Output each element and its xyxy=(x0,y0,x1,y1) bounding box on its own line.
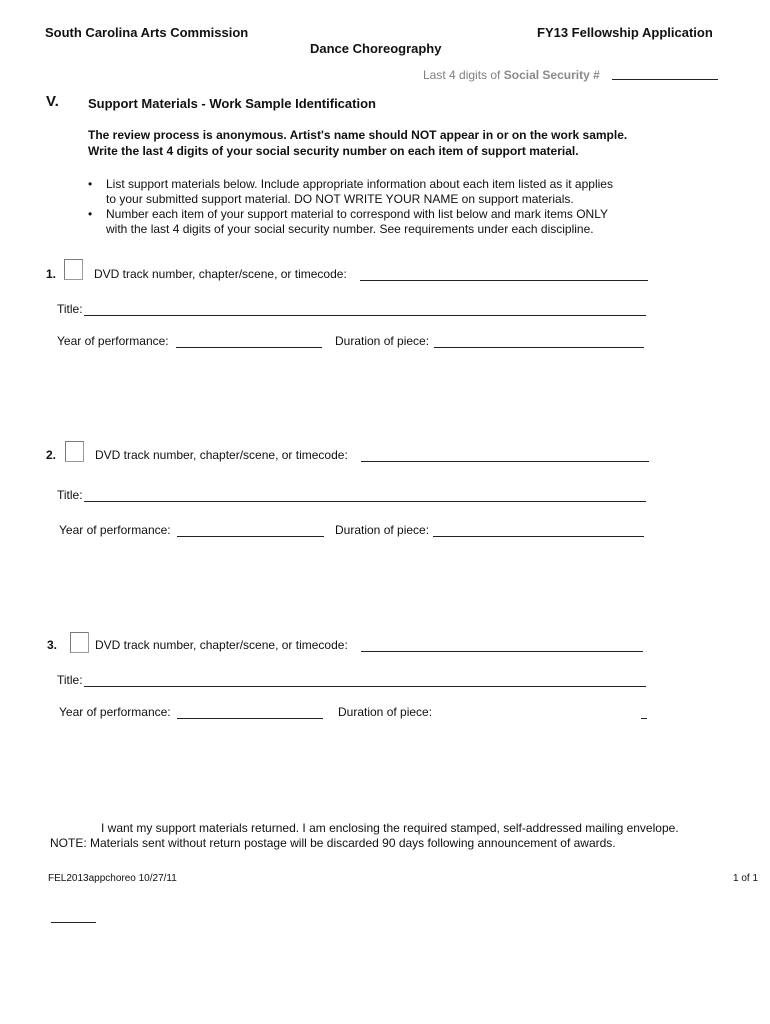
item-2-checkbox[interactable] xyxy=(65,441,84,462)
footer-rule xyxy=(51,922,96,923)
item-3-checkbox[interactable] xyxy=(70,632,89,653)
item-1-dvd-label: DVD track number, chapter/scene, or timecode: xyxy=(94,267,347,281)
instruction-line: to your submitted support material. DO NOT WRITE YOUR NAME on support materials. xyxy=(106,192,574,206)
anonymity-notice-line2: Write the last 4 digits of your social security number on each item of support material. xyxy=(88,144,579,158)
section-number: V. xyxy=(46,93,59,110)
bullet-icon: • xyxy=(88,207,93,221)
item-1-checkbox[interactable] xyxy=(64,259,83,280)
item-2-year-field[interactable] xyxy=(177,536,324,537)
item-3-year-label: Year of performance: xyxy=(59,705,171,719)
item-2-year-label: Year of performance: xyxy=(59,523,171,537)
item-1-year-field[interactable] xyxy=(176,347,322,348)
item-3-dvd-label: DVD track number, chapter/scene, or timecode: xyxy=(95,638,348,652)
item-2-duration-field[interactable] xyxy=(433,536,644,537)
instruction-line: List support materials below. Include appropriate information about each item listed as it applies xyxy=(106,177,613,191)
page-number: 1 of 1 xyxy=(733,873,759,884)
instruction-item xyxy=(88,207,613,237)
item-2-dvd-field[interactable] xyxy=(361,461,649,462)
anonymity-notice-line1: The review process is anonymous. Artist's name should NOT appear in or on the work sample. xyxy=(88,128,628,142)
instruction-line: with the last 4 digits of your social security number. See requirements under each discipline. xyxy=(106,222,594,236)
item-2-number: 2. xyxy=(46,448,57,462)
item-3-title-label: Title: xyxy=(57,673,83,687)
organization-name: South Carolina Arts Commission xyxy=(45,25,249,40)
item-2-title-field[interactable] xyxy=(84,501,646,502)
item-2-title-label: Title: xyxy=(57,488,83,502)
ssn-field-label xyxy=(423,68,600,82)
return-postage-note: NOTE: Materials sent without return postage will be discarded 90 days following announcement of awards. xyxy=(50,836,616,850)
item-3-number: 3. xyxy=(47,638,58,652)
item-1-number: 1. xyxy=(46,267,57,281)
item-2-dvd-label: DVD track number, chapter/scene, or timecode: xyxy=(95,448,348,462)
ssn-field[interactable] xyxy=(612,79,718,80)
discipline-title: Dance Choreography xyxy=(310,41,442,56)
ssn-label: Social Security # xyxy=(503,68,600,82)
item-2-duration-label: Duration of piece: xyxy=(335,523,430,537)
item-1-duration-field[interactable] xyxy=(434,347,644,348)
instruction-line: Number each item of your support material to correspond with list below and mark items ONLY xyxy=(106,207,608,221)
ssn-prefix: Last 4 digits of xyxy=(423,68,501,82)
section-title: Support Materials - Work Sample Identification xyxy=(88,96,376,111)
form-identifier: FEL2013appchoreo 10/27/11 xyxy=(48,873,177,884)
bullet-icon: • xyxy=(88,177,93,191)
instructions-list xyxy=(88,177,613,237)
item-3-year-field[interactable] xyxy=(177,718,323,719)
instruction-item xyxy=(88,177,613,207)
item-3-title-field[interactable] xyxy=(84,686,646,687)
application-title: FY13 Fellowship Application xyxy=(537,25,713,40)
item-1-year-label: Year of performance: xyxy=(57,334,169,348)
item-1-title-field[interactable] xyxy=(84,315,646,316)
item-3-dvd-field[interactable] xyxy=(361,651,643,652)
item-1-dvd-field[interactable] xyxy=(360,280,648,281)
return-materials-text: I want my support materials returned. I am enclosing the required stamped, self-addressed mailing envelope. xyxy=(101,821,679,835)
item-1-duration-label: Duration of piece: xyxy=(335,334,430,348)
item-1-title-label: Title: xyxy=(57,302,83,316)
item-3-duration-field[interactable] xyxy=(641,718,647,719)
item-3-duration-label: Duration of piece: xyxy=(338,705,433,719)
